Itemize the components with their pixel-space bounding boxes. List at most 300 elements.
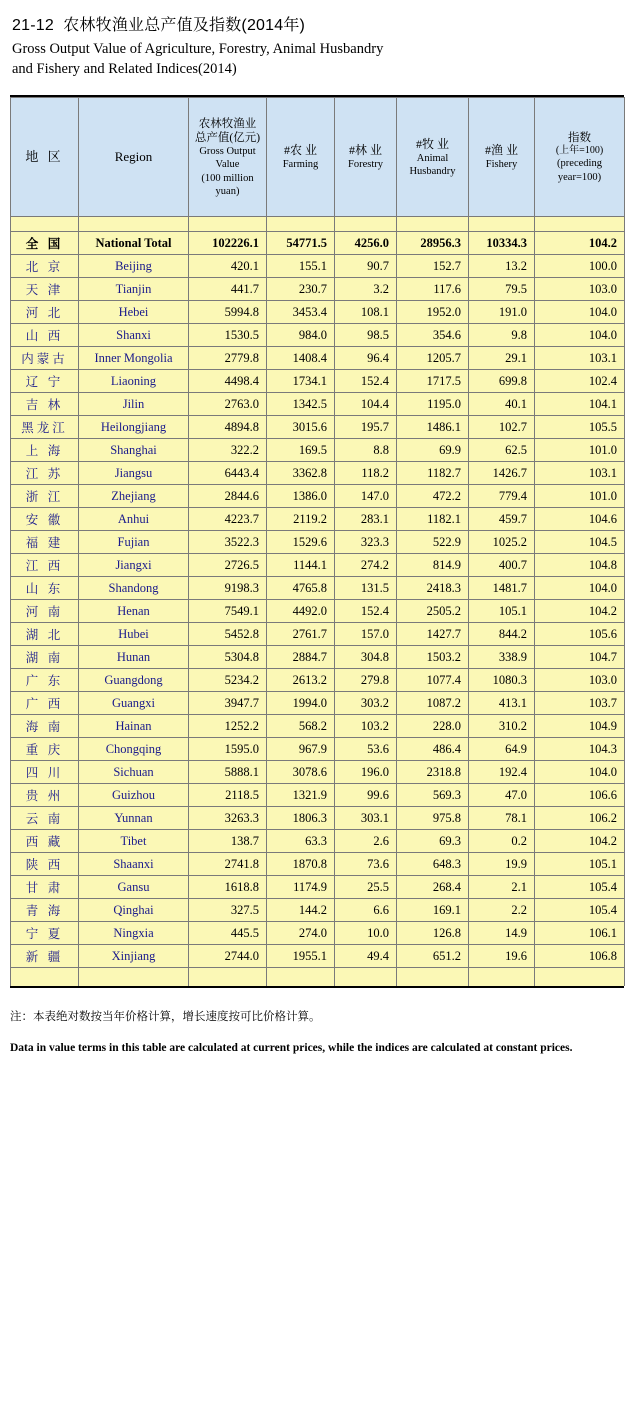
row-fishery-value: 192.4 [469,761,535,784]
row-region-en: Hainan [79,715,189,738]
row-index-value: 104.0 [535,577,625,600]
row-forestry-value: 90.7 [335,255,397,278]
row-husbandry-value: 1205.7 [397,347,469,370]
row-region-cn: 四 川 [11,761,79,784]
row-region-en: Hunan [79,646,189,669]
table-header [11,98,625,217]
header-total-en3: (100 million [201,172,254,184]
row-region-cn: 上 海 [11,439,79,462]
row-farming-value: 1955.1 [267,945,335,968]
table-row [11,899,625,922]
row-region-en: Hubei [79,623,189,646]
row-fishery-value: 1080.3 [469,669,535,692]
title-en-line1: Gross Output Value of Agriculture, Forestry, Animal Husbandry [12,41,384,57]
row-farming-value: 967.9 [267,738,335,761]
header-farming [267,98,335,217]
spacer-cell [11,217,79,232]
row-farming-value: 1870.8 [267,853,335,876]
spacer-cell [469,217,535,232]
row-region-en: Jilin [79,393,189,416]
table-row [11,232,625,255]
table-row [11,945,625,968]
row-total-value: 7549.1 [189,600,267,623]
table-row [11,830,625,853]
table-row [11,922,625,945]
table-row [11,669,625,692]
title-cn-text: 农林牧渔业总产值及指数(2014年) [63,17,306,34]
row-fishery-value: 459.7 [469,508,535,531]
row-index-value: 106.8 [535,945,625,968]
row-region-cn: 江 苏 [11,462,79,485]
row-total-value: 138.7 [189,830,267,853]
tail-cell [335,968,397,987]
row-total-value: 4498.4 [189,370,267,393]
row-index-value: 104.0 [535,761,625,784]
row-region-en: Guizhou [79,784,189,807]
row-index-value: 106.1 [535,922,625,945]
row-region-cn: 河 南 [11,600,79,623]
row-fishery-value: 40.1 [469,393,535,416]
tail-cell [397,968,469,987]
row-region-en: Guangdong [79,669,189,692]
row-fishery-value: 413.1 [469,692,535,715]
row-index-value: 104.1 [535,393,625,416]
row-farming-value: 3453.4 [267,301,335,324]
row-index-value: 104.8 [535,554,625,577]
row-husbandry-value: 69.3 [397,830,469,853]
row-region-cn: 湖 北 [11,623,79,646]
row-index-value: 104.9 [535,715,625,738]
row-husbandry-value: 2418.3 [397,577,469,600]
header-forestry-cn: #林 业 [348,143,382,158]
header-gross-output-value [189,98,267,217]
row-fishery-value: 2.2 [469,899,535,922]
row-index-value: 103.0 [535,278,625,301]
row-region-cn: 浙 江 [11,485,79,508]
header-farming-en: Farming [282,159,319,171]
row-region-en: Gansu [79,876,189,899]
row-total-value: 1618.8 [189,876,267,899]
row-region-en: Yunnan [79,807,189,830]
tail-cell [79,968,189,987]
row-forestry-value: 108.1 [335,301,397,324]
row-index-value: 103.7 [535,692,625,715]
row-farming-value: 54771.5 [267,232,335,255]
spacer-cell [79,217,189,232]
row-total-value: 3522.3 [189,531,267,554]
row-region-cn: 内蒙古 [11,347,79,370]
row-farming-value: 1734.1 [267,370,335,393]
tail-cell [535,968,625,987]
row-forestry-value: 53.6 [335,738,397,761]
title-en-line2: and Fishery and Related Indices(2014) [12,60,237,77]
row-region-en: Chongqing [79,738,189,761]
page-title-cn [12,12,624,35]
row-total-value: 2779.8 [189,347,267,370]
row-region-cn: 甘 肃 [11,876,79,899]
row-farming-value: 2613.2 [267,669,335,692]
table-row [11,577,625,600]
row-total-value: 1252.2 [189,715,267,738]
table-number: 21-12 [12,17,54,34]
row-total-value: 5888.1 [189,761,267,784]
header-total-en2: Value [215,159,240,171]
row-region-en: Qinghai [79,899,189,922]
row-total-value: 441.7 [189,278,267,301]
row-husbandry-value: 117.6 [397,278,469,301]
row-forestry-value: 195.7 [335,416,397,439]
table-row [11,646,625,669]
row-index-value: 101.0 [535,439,625,462]
row-forestry-value: 147.0 [335,485,397,508]
row-total-value: 445.5 [189,922,267,945]
row-total-value: 1530.5 [189,324,267,347]
row-farming-value: 1174.9 [267,876,335,899]
header-fishery [469,98,535,217]
statistics-table [10,97,625,986]
row-region-cn: 贵 州 [11,784,79,807]
row-total-value: 5452.8 [189,623,267,646]
row-total-value: 2118.5 [189,784,267,807]
row-region-en: Tianjin [79,278,189,301]
row-forestry-value: 157.0 [335,623,397,646]
header-region-cn: 地 区 [11,98,79,217]
row-forestry-value: 279.8 [335,669,397,692]
row-fishery-value: 13.2 [469,255,535,278]
row-forestry-value: 10.0 [335,922,397,945]
header-farming-cn: #农 业 [283,143,317,158]
header-total-en1: Gross Output [199,146,256,158]
row-region-cn: 广 东 [11,669,79,692]
row-region-en: Anhui [79,508,189,531]
row-fishery-value: 338.9 [469,646,535,669]
row-husbandry-value: 169.1 [397,899,469,922]
row-forestry-value: 6.6 [335,899,397,922]
row-fishery-value: 191.0 [469,301,535,324]
row-farming-value: 144.2 [267,899,335,922]
row-husbandry-value: 28956.3 [397,232,469,255]
row-region-en: Shanxi [79,324,189,347]
row-total-value: 3263.3 [189,807,267,830]
table-row [11,623,625,646]
row-index-value: 104.2 [535,830,625,853]
row-fishery-value: 1025.2 [469,531,535,554]
row-farming-value: 63.3 [267,830,335,853]
row-region-cn: 海 南 [11,715,79,738]
row-forestry-value: 283.1 [335,508,397,531]
row-husbandry-value: 2318.8 [397,761,469,784]
row-fishery-value: 1426.7 [469,462,535,485]
row-total-value: 322.2 [189,439,267,462]
row-forestry-value: 118.2 [335,462,397,485]
table-row [11,853,625,876]
header-forestry [335,98,397,217]
row-husbandry-value: 1182.1 [397,508,469,531]
row-husbandry-value: 975.8 [397,807,469,830]
row-husbandry-value: 486.4 [397,738,469,761]
row-index-value: 103.1 [535,347,625,370]
table-row [11,278,625,301]
row-total-value: 4223.7 [189,508,267,531]
table-row [11,554,625,577]
row-fishery-value: 102.7 [469,416,535,439]
row-husbandry-value: 1427.7 [397,623,469,646]
row-index-value: 104.0 [535,324,625,347]
row-husbandry-value: 472.2 [397,485,469,508]
row-forestry-value: 303.1 [335,807,397,830]
row-husbandry-value: 2505.2 [397,600,469,623]
row-fishery-value: 29.1 [469,347,535,370]
row-farming-value: 3362.8 [267,462,335,485]
row-total-value: 1595.0 [189,738,267,761]
row-total-value: 6443.4 [189,462,267,485]
row-region-cn: 重 庆 [11,738,79,761]
row-forestry-value: 8.8 [335,439,397,462]
row-husbandry-value: 69.9 [397,439,469,462]
row-husbandry-value: 648.3 [397,853,469,876]
row-farming-value: 1144.1 [267,554,335,577]
row-husbandry-value: 1077.4 [397,669,469,692]
table-header-row [11,98,625,217]
header-husbandry-en1: Animal [416,152,449,164]
row-total-value: 5994.8 [189,301,267,324]
header-forestry-en: Forestry [348,159,383,171]
header-husbandry-cn: #牧 业 [415,136,449,151]
row-region-en: Sichuan [79,761,189,784]
row-husbandry-value: 268.4 [397,876,469,899]
row-fishery-value: 2.1 [469,876,535,899]
table-row [11,715,625,738]
row-fishery-value: 400.7 [469,554,535,577]
table-row [11,876,625,899]
row-region-cn: 西 藏 [11,830,79,853]
tail-cell [267,968,335,987]
row-farming-value: 2884.7 [267,646,335,669]
table-row [11,255,625,278]
spacer-cell [189,217,267,232]
row-region-en: Shaanxi [79,853,189,876]
header-animal-husbandry [397,98,469,217]
header-index-en2: year=100) [557,171,602,183]
table-row [11,370,625,393]
row-region-cn: 青 海 [11,899,79,922]
row-forestry-value: 303.2 [335,692,397,715]
row-husbandry-value: 1952.0 [397,301,469,324]
row-fishery-value: 19.9 [469,853,535,876]
row-forestry-value: 96.4 [335,347,397,370]
header-total-en4: yuan) [215,185,240,197]
row-region-cn: 辽 宁 [11,370,79,393]
row-region-en: Zhejiang [79,485,189,508]
row-forestry-value: 2.6 [335,830,397,853]
row-region-cn: 福 建 [11,531,79,554]
row-region-en: Beijing [79,255,189,278]
row-fishery-value: 19.6 [469,945,535,968]
row-index-value: 105.1 [535,853,625,876]
row-husbandry-value: 522.9 [397,531,469,554]
header-index-en1: (preceding [557,158,602,170]
row-region-en: National Total [79,232,189,255]
row-farming-value: 1806.3 [267,807,335,830]
row-farming-value: 1342.5 [267,393,335,416]
row-forestry-value: 49.4 [335,945,397,968]
row-region-cn: 北 京 [11,255,79,278]
row-region-en: Shandong [79,577,189,600]
header-index-cn2: (上年=100) [555,144,604,156]
tail-cell [189,968,267,987]
row-region-cn: 云 南 [11,807,79,830]
table-row [11,761,625,784]
row-index-value: 106.2 [535,807,625,830]
table-row [11,738,625,761]
table-row [11,462,625,485]
row-forestry-value: 304.8 [335,646,397,669]
row-region-en: Xinjiang [79,945,189,968]
row-husbandry-value: 1195.0 [397,393,469,416]
table-row [11,600,625,623]
row-region-cn: 山 东 [11,577,79,600]
row-total-value: 420.1 [189,255,267,278]
row-farming-value: 4492.0 [267,600,335,623]
row-region-cn: 黑龙江 [11,416,79,439]
row-fishery-value: 47.0 [469,784,535,807]
row-forestry-value: 103.2 [335,715,397,738]
row-region-cn: 安 徽 [11,508,79,531]
row-region-en: Fujian [79,531,189,554]
header-fishery-en: Fishery [485,159,518,171]
row-forestry-value: 25.5 [335,876,397,899]
spacer-cell [335,217,397,232]
row-index-value: 104.0 [535,301,625,324]
row-farming-value: 2761.7 [267,623,335,646]
row-region-en: Jiangxi [79,554,189,577]
row-husbandry-value: 228.0 [397,715,469,738]
table-row [11,301,625,324]
row-region-cn: 山 西 [11,324,79,347]
row-fishery-value: 64.9 [469,738,535,761]
header-fishery-cn: #渔 业 [484,143,518,158]
row-forestry-value: 98.5 [335,324,397,347]
row-farming-value: 1994.0 [267,692,335,715]
row-husbandry-value: 1182.7 [397,462,469,485]
row-index-value: 103.1 [535,462,625,485]
spacer-cell [535,217,625,232]
row-index-value: 104.7 [535,646,625,669]
row-region-cn: 宁 夏 [11,922,79,945]
statistics-table-wrapper [10,95,624,988]
row-fishery-value: 310.2 [469,715,535,738]
row-farming-value: 984.0 [267,324,335,347]
row-fishery-value: 105.1 [469,600,535,623]
row-husbandry-value: 1486.1 [397,416,469,439]
tail-cell [469,968,535,987]
row-index-value: 104.2 [535,232,625,255]
row-index-value: 105.6 [535,623,625,646]
row-region-cn: 陕 西 [11,853,79,876]
row-forestry-value: 152.4 [335,600,397,623]
row-total-value: 5234.2 [189,669,267,692]
table-row [11,807,625,830]
row-forestry-value: 323.3 [335,531,397,554]
header-region-en: Region [79,98,189,217]
row-total-value: 2741.8 [189,853,267,876]
row-forestry-value: 3.2 [335,278,397,301]
row-index-value: 104.3 [535,738,625,761]
table-row [11,784,625,807]
row-husbandry-value: 1503.2 [397,646,469,669]
row-region-en: Heilongjiang [79,416,189,439]
header-total-cn1: 农林牧渔业 [198,117,257,130]
row-farming-value: 155.1 [267,255,335,278]
row-total-value: 4894.8 [189,416,267,439]
row-farming-value: 169.5 [267,439,335,462]
table-row [11,347,625,370]
row-index-value: 105.4 [535,899,625,922]
row-farming-value: 230.7 [267,278,335,301]
header-total-cn2: 总产值(亿元) [194,131,261,144]
note-en: Data in value terms in this table are calculated at current prices, while the indices are calculated at constant prices. [10,1042,573,1055]
row-farming-value: 274.0 [267,922,335,945]
row-forestry-value: 104.4 [335,393,397,416]
row-index-value: 101.0 [535,485,625,508]
row-farming-value: 2119.2 [267,508,335,531]
row-fishery-value: 14.9 [469,922,535,945]
row-region-en: Ningxia [79,922,189,945]
header-index-cn1: 指数 [568,131,591,144]
row-total-value: 2726.5 [189,554,267,577]
row-farming-value: 1386.0 [267,485,335,508]
row-fishery-value: 779.4 [469,485,535,508]
row-fishery-value: 0.2 [469,830,535,853]
row-region-cn: 天 津 [11,278,79,301]
spacer-cell [267,217,335,232]
row-index-value: 104.2 [535,600,625,623]
row-total-value: 5304.8 [189,646,267,669]
row-husbandry-value: 126.8 [397,922,469,945]
row-forestry-value: 99.6 [335,784,397,807]
row-farming-value: 568.2 [267,715,335,738]
row-region-en: Hebei [79,301,189,324]
row-farming-value: 3078.6 [267,761,335,784]
row-region-en: Tibet [79,830,189,853]
row-fishery-value: 844.2 [469,623,535,646]
row-total-value: 3947.7 [189,692,267,715]
row-index-value: 103.0 [535,669,625,692]
row-forestry-value: 131.5 [335,577,397,600]
row-region-en: Liaoning [79,370,189,393]
table-tail-row [11,968,625,987]
row-index-value: 104.6 [535,508,625,531]
row-region-en: Shanghai [79,439,189,462]
row-region-cn: 江 西 [11,554,79,577]
row-index-value: 100.0 [535,255,625,278]
row-fishery-value: 79.5 [469,278,535,301]
row-region-cn: 湖 南 [11,646,79,669]
table-row [11,324,625,347]
row-forestry-value: 196.0 [335,761,397,784]
header-husbandry-en2: Husbandry [409,165,456,177]
spacer-cell [397,217,469,232]
row-region-en: Jiangsu [79,462,189,485]
row-total-value: 102226.1 [189,232,267,255]
row-farming-value: 4765.8 [267,577,335,600]
table-body [11,217,625,987]
tail-cell [11,968,79,987]
row-total-value: 2744.0 [189,945,267,968]
row-husbandry-value: 569.3 [397,784,469,807]
row-region-cn: 河 北 [11,301,79,324]
row-husbandry-value: 1087.2 [397,692,469,715]
